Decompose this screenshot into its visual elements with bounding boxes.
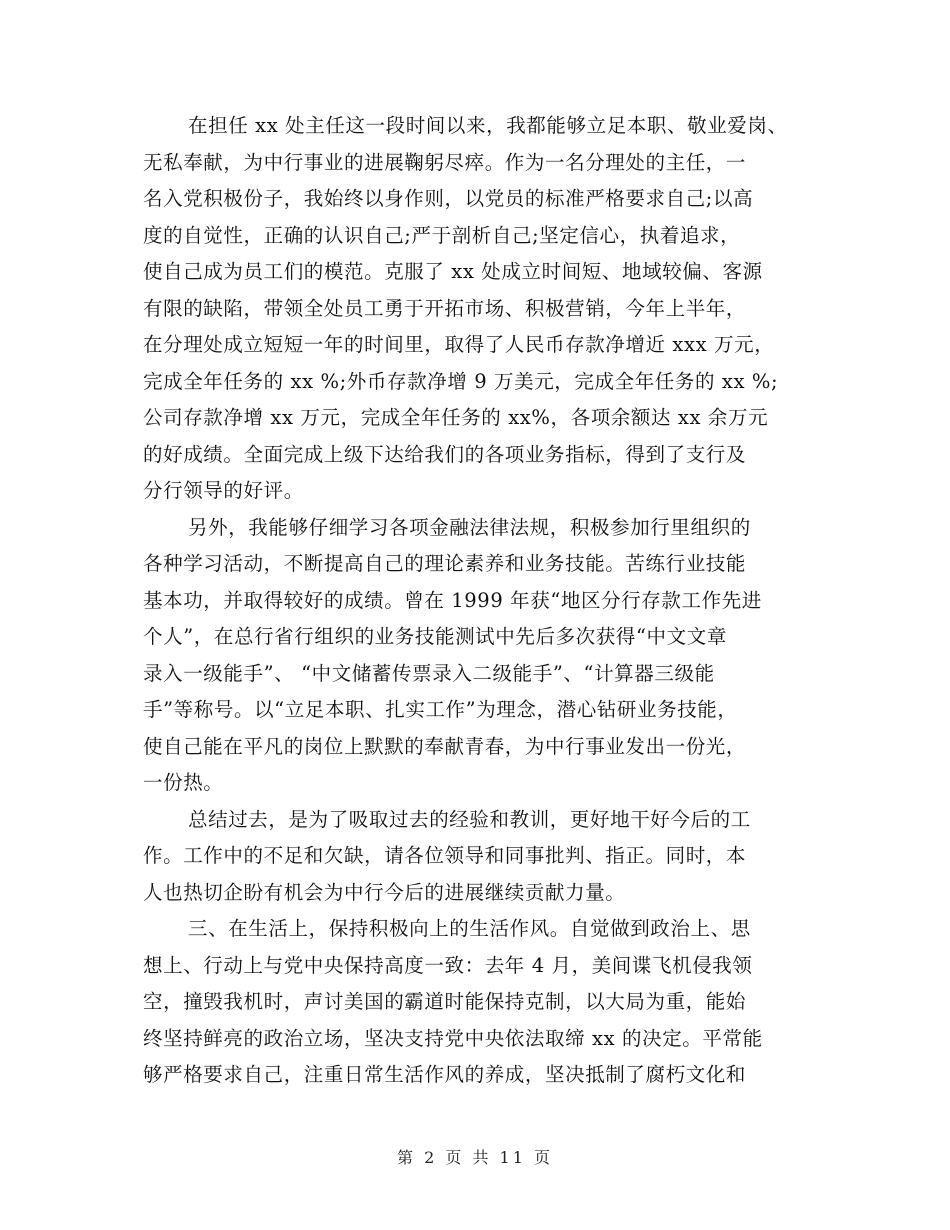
text-line: 各种学习活动，不断提高自己的理论素养和业务技能。苦练行业技能 (143, 552, 747, 575)
text-line: 的好成绩。全面完成上级下达给我们的各项业务指标，得到了支行及 (143, 442, 747, 466)
paragraph-first-line: 另外，我能够仔细学习各项金融法律法规，积极参加行里组织的 (188, 515, 751, 539)
text-line: 手”等称号。以“立足本职、扎实工作”为理念，潜心钻研业务技能， (143, 698, 738, 721)
text-line: 个人”，在总行省行组织的业务技能测试中先后多次获得“中文文章 (143, 625, 727, 648)
text-line: 基本功，并取得较好的成绩。曾在 1999 年获“地区分行存款工作先进 (143, 588, 762, 612)
paragraph-first-line: 总结过去，是为了吸取过去的经验和教训，更好地干好今后的工 (188, 807, 751, 831)
text-line: 有限的缺陷，带领全处员工勇于开拓市场、积极营销，今年上半年， (143, 296, 747, 320)
document-body (143, 108, 813, 1094)
text-line: 分行领导的好评。 (143, 479, 304, 502)
text-line: 度的自觉性，正确的认识自己;严于剖析自己;坚定信心，执着追求， (143, 223, 741, 247)
text-line: 使自己能在平凡的岗位上默默的奉献青春，为中行事业发出一份光， (143, 734, 747, 758)
text-line: 在分理处成立短短一年的时间里，取得了人民币存款净增近 xxx 万元， (143, 333, 775, 356)
text-line: 公司存款净增 xx 万元，完成全年任务的 xx%，各项余额达 xx 余万元 (143, 406, 769, 429)
text-line: 够严格要求自己，注重日常生活作风的养成，坚决抵制了腐朽文化和 (143, 1063, 747, 1086)
text-line: 空，撞毁我机时，声讨美国的霸道时能保持克制，以大局为重，能始 (143, 990, 747, 1013)
text-line: 名入党积极份子，我始终以身作则，以党员的标准严格要求自己;以高 (143, 187, 754, 210)
text-line: 终坚持鲜亮的政治立场，坚决支持党中央依法取缔 xx 的决定。平常能 (143, 1026, 763, 1050)
text-line: 想上、行动上与党中央保持高度一致：去年 4 月，美间谍飞机侵我领 (143, 953, 753, 977)
text-line: 人也热切企盼有机会为中行今后的进展继续贡献力量。 (143, 880, 626, 904)
paragraph-first-line: 在担任 xx 处主任这一段时间以来，我都能够立足本职、敬业爱岗、 (188, 114, 788, 137)
text-line: 作。工作中的不足和欠缺，请各位领导和同事批判、指正。同时，本 (143, 844, 747, 867)
text-line: 完成全年任务的 xx %;外币存款净增 9 万美元，完成全年任务的 xx %; (143, 369, 779, 393)
page-footer: 第 2 页 共 11 页 (397, 1148, 553, 1167)
text-line: 使自己成为员工们的模范。克服了 xx 处成立时间短、地域较偏、客源 (143, 260, 763, 283)
text-line: 无私奉献，为中行事业的进展鞠躬尽瘁。作为一名分理处的主任，一 (143, 150, 747, 174)
text-line: 录入一级能手”、 “中文储蓄传票录入二级能手”、“计算器三级能 (143, 661, 715, 685)
paragraph-first-line: 三、在生活上，保持积极向上的生活作风。自觉做到政治上、思 (188, 917, 751, 940)
text-line: 一份热。 (143, 771, 224, 794)
